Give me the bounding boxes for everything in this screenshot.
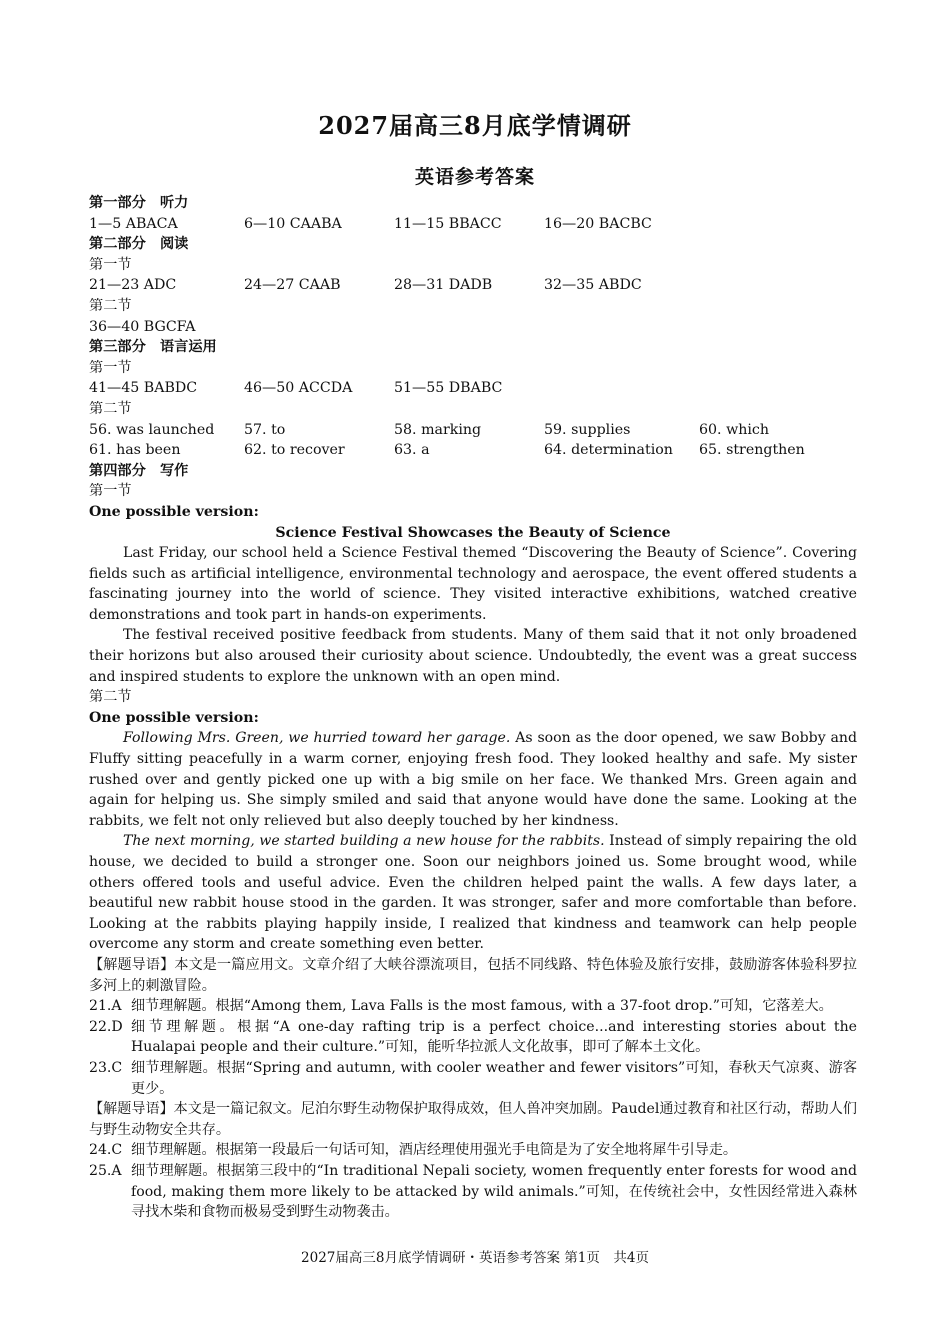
explanation-number: 22.D — [89, 1018, 123, 1035]
fill-answer: 57. to — [244, 421, 286, 438]
part3-section1-label: 第一节 — [89, 359, 132, 376]
explanation-text: 细节理解题。根据“Spring and autumn, with cooler weather and fewer visitors”可知，春秋天气凉爽、游客更少。 — [131, 1059, 857, 1097]
part4-section1-label: 第一节 — [89, 483, 132, 500]
explanation-number: 23.C — [89, 1059, 123, 1076]
answer-content — [89, 193, 857, 1223]
explanation-text: 细节理解题。根据“Among them, Lava Falls is the most famous, with a 37-foot drop.”可知，它落差大。 — [131, 998, 833, 1015]
fill-answer: 56. was launched — [89, 421, 215, 438]
document-title: 2027届高三8月底学情调研 — [318, 111, 632, 140]
story-lead-sentence: Following Mrs. Green, we hurried toward her garage. — [123, 730, 511, 747]
answer-group: 51—55 DBABC — [394, 380, 503, 397]
fill-answer: 65. strengthen — [699, 442, 805, 459]
part4-section2-label: 第二节 — [89, 689, 132, 706]
essay-paragraph: The festival received positive feedback from students. Many of them said that it not only broadened their horizons but also aroused their curiosity about science. Undoubtedly, the event was a great success and inspired students to explore the unknown with an open mind. — [89, 627, 857, 685]
answer-group: 11—15 BBACC — [394, 215, 502, 232]
fill-answer: 62. to recover — [244, 442, 345, 459]
part2-section2-answers-row — [89, 317, 857, 338]
answer-group: 16—20 BACBC — [544, 215, 652, 232]
explanation-item — [89, 1058, 857, 1099]
part3-fill-row-2 — [89, 440, 857, 461]
answer-group: 28—31 DADB — [394, 277, 493, 294]
part3-fill-row-1 — [89, 420, 857, 441]
explanation-number: 24.C — [89, 1142, 123, 1159]
version-label: One possible version: — [89, 709, 259, 726]
part1-answers-row — [89, 214, 857, 235]
essay-paragraph: Last Friday, our school held a Science Festival themed “Discovering the Beauty of Science”. Covering fields such as artificial intelligence, environmental technology and aerospace, the event offered students a fascinating journey into the world of science. They visited interactive exhibitions, watched creative demonstrations and took part in hands-on experiments. — [89, 545, 857, 623]
answer-group: 24—27 CAAB — [244, 277, 341, 294]
story-body: As soon as the door opened, we saw Bobby and Fluffy sitting peacefully in a warm corner, enjoying fresh food. They looked healthy and safe. My sister rushed over and gently picked one up with a big smile on her face. We thanked Mrs. Green again and again for helping us. She simply smiled and said that anyone would have done the same. Looking at the rabbits, we felt not only relieved but also deeply touched by her kindness. — [89, 730, 857, 829]
answer-group: 32—35 ABDC — [544, 277, 642, 294]
page-footer: 2027届高三8月底学情调研・英语参考答案 第1页 共4页 — [301, 1250, 649, 1266]
story-paragraph — [89, 728, 857, 831]
story-body: Instead of simply repairing the old house, we decided to build a stronger one. Soon our neighbors joined us. Some brought wood, while others offered tools and useful advice. Even the children helped paint the walls. A few days later, a beautiful new rabbit house stood in the garden. It was stronger, safer and more comfortable than before. Looking at the rabbits playing happily inside, I realized that kindness and teamwork can help people overcome any storm and create something even better. — [89, 833, 857, 953]
answer-group: 21—23 ADC — [89, 277, 177, 294]
answer-group: 36—40 BGCFA — [89, 318, 196, 335]
fill-answer: 60. which — [699, 421, 769, 438]
part2-section2-label: 第二节 — [89, 297, 132, 314]
explanation-item — [89, 1140, 857, 1161]
part2-section1-label: 第一节 — [89, 256, 132, 273]
part2-heading: 第二部分 阅读 — [89, 236, 189, 253]
explanation-intro: 【解题导语】本文是一篇应用文。文章介绍了大峡谷漂流项目，包括不同线路、特色体验及旅行安排，鼓励游客体验科罗拉多河上的刺激冒险。 — [89, 956, 857, 994]
answer-group: 1—5 ABACA — [89, 215, 178, 232]
explanation-item — [89, 1161, 857, 1223]
version-label: One possible version: — [89, 503, 259, 520]
part3-section2-label: 第二节 — [89, 400, 132, 417]
story-paragraph — [89, 831, 857, 955]
part3-section1-answers-row — [89, 378, 857, 399]
explanation-text: 细节理解题。根据第三段中的“In traditional Nepali society, women frequently enter forests for wood and food, making them more likely to be attacked by wild animals.”可知，在传统社会中，女性因经常进入森林寻找木柴和食物而极易受到野生动物袭击。 — [131, 1162, 857, 1221]
explanation-item — [89, 1017, 857, 1058]
fill-answer: 63. a — [394, 442, 430, 459]
explanation-item — [89, 996, 857, 1017]
fill-answer: 64. determination — [544, 442, 673, 459]
fill-answer: 59. supplies — [544, 421, 631, 438]
fill-answer: 61. has been — [89, 442, 181, 459]
document-subtitle: 英语参考答案 — [414, 166, 535, 188]
explanation-number: 25.A — [89, 1162, 122, 1179]
part4-heading: 第四部分 写作 — [89, 462, 189, 479]
story-lead-sentence: The next morning, we started building a new house for the rabbits. — [123, 833, 605, 850]
part3-heading: 第三部分 语言运用 — [89, 339, 217, 356]
part1-heading: 第一部分 听力 — [89, 195, 189, 211]
essay-title: Science Festival Showcases the Beauty of Science — [275, 524, 671, 541]
answer-group: 41—45 BABDC — [89, 380, 198, 397]
answer-group: 46—50 ACCDA — [244, 380, 353, 397]
explanation-text: 细节理解题。根据“A one-day rafting trip is a perfect choice...and interesting stories about the Hualapai people and their culture.”可知，能听华拉派人文化故事，即可了解本土文化。 — [131, 1018, 857, 1056]
explanation-text: 细节理解题。根据第一段最后一句话可知，酒店经理使用强光手电筒是为了安全地将犀牛引导走。 — [131, 1142, 738, 1159]
explanation-intro: 【解题导语】本文是一篇记叙文。尼泊尔野生动物保护取得成效，但人兽冲突加剧。Paudel通过教育和社区行动，帮助人们与野生动物安全共存。 — [89, 1101, 857, 1138]
part2-section1-answers-row — [89, 275, 857, 296]
fill-answer: 58. marking — [394, 421, 482, 438]
answer-group: 6—10 CAABA — [244, 215, 342, 232]
explanation-number: 21.A — [89, 998, 122, 1015]
